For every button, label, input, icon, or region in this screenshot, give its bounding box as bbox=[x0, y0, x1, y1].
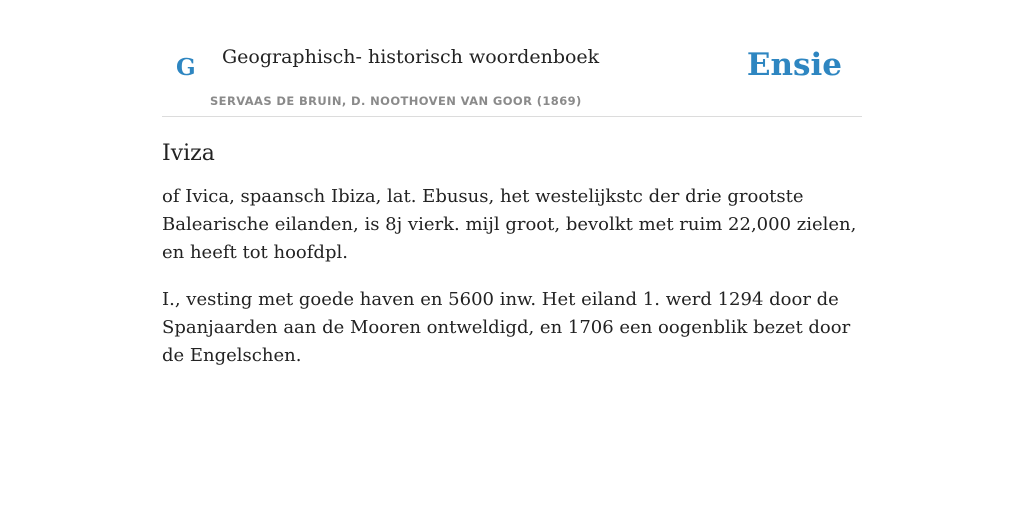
entry-paragraph: of Ivica, spaansch Ibiza, lat. Ebusus, het westelijkstc der drie grootste Balearische eilanden, is 8j vierk. mijl groot, bevolkt met ruim 22,000 zielen, en heeft tot hoofdpl. bbox=[162, 186, 857, 264]
ensie-logo-link[interactable]: Ensie bbox=[746, 47, 842, 83]
book-authors: SERVAAS DE BRUIN, D. NOOTHOVEN VAN GOOR (1869) bbox=[210, 94, 582, 108]
book-logo-icon[interactable]: G bbox=[176, 54, 196, 81]
entry-paragraph: I., vesting met goede haven en 5600 inw. Het eiland 1. werd 1294 door de Spanjaarden aan de Mooren ontweldigd, en 1706 een oogenblik bezet door de Engelschen. bbox=[162, 289, 851, 367]
book-title[interactable]: Geographisch- historisch woordenboek bbox=[222, 46, 600, 68]
page bbox=[162, 0, 862, 370]
entry-title: Iviza bbox=[162, 141, 215, 166]
entry-body bbox=[162, 183, 862, 370]
header bbox=[162, 0, 862, 117]
